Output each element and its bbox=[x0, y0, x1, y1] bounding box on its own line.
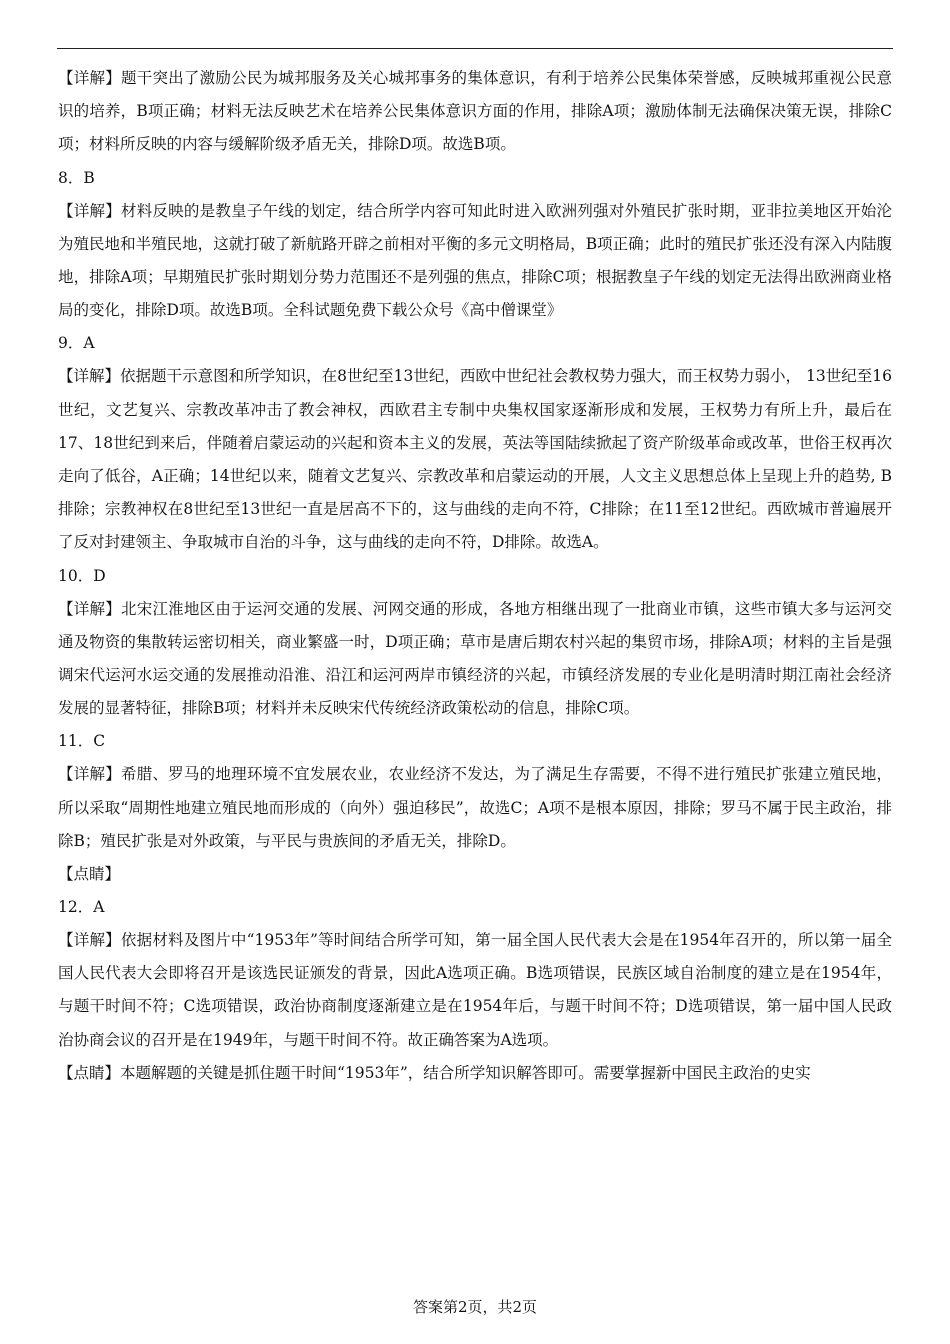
answer-11: 11．C bbox=[58, 732, 106, 751]
explanation-10: 【详解】北宋江淮地区由于运河交通的发展、河网交通的形成，各地方相继出现了一批商业市镇，这些市镇大多与运河交通及物资的集散转运密切相关，商业繁盛一时，D项正确；草市是唐后期农村兴起的集贸市场，排除A项；材料的主旨是强调宋代运河水运交通的发展推动沿淮、沿江和运河两岸市镇经济的兴起，市镇经济发展的专业化是明清时期江南社会经济发展的显著特征，排除B项；材料并未反映宋代传统经济政策松动的信息，排除C项。 bbox=[58, 599, 892, 718]
header-rule bbox=[57, 48, 893, 49]
page-footer: 答案第2页，共2页 bbox=[412, 1298, 538, 1316]
explanation-9: 【详解】依据题干示意图和所学知识，在8世纪至13世纪，西欧中世纪社会教权势力强大，而王权势力弱小， 13世纪至16世纪，文艺复兴、宗教改革冲击了教会神权，西欧君主专制中央集权国家逐渐形成和发展，王权势力有所上升，最后在17、18世纪到来后，伴随着启蒙运动的兴起和资本主义的发展，英法等国陆续掀起了资产阶级革命或改革，世俗王权再次走向了低谷，A正确；14世纪以来，随着文艺复兴、宗教改革和启蒙运动的开展，人文主义思想总体上呈现上升的趋势, B排除；宗教神权在8世纪至13世纪一直是居高不下的，这与曲线的走向不符，C排除；在11至12世纪。西欧城市普遍展开了反对封建领主、争取城市自治的斗争，这与曲线的走向不符，D排除。故选A。 bbox=[58, 367, 892, 552]
explanation-8: 【详解】材料反映的是教皇子午线的划定，结合所学内容可知此时进入欧洲列强对外殖民扩张时期，亚非拉美地区开始沦为殖民地和半殖民地，这就打破了新航路开辟之前相对平衡的多元文明格局，B项正确；此时的殖民扩张还没有深入内陆腹地，排除A项；早期殖民扩张时期划分势力范围还不是列强的焦点，排除C项；根据教皇子午线的划定无法得出欧洲商业格局的变化，排除D项。故选B项。全科试题免费下载公众号《高中僧课堂》 bbox=[58, 201, 892, 320]
explanation-11: 【详解】希腊、罗马的地理环境不宜发展农业，农业经济不发达，为了满足生存需要，不得不进行殖民扩张建立殖民地，所以采取“周期性地建立殖民地而形成的（向外）强迫移民”，故选C；A项不是根本原因，排除；罗马不属于民主政治，排除B；殖民扩张是对外政策，与平民与贵族间的矛盾无关，排除D。 bbox=[58, 765, 892, 850]
answer-8: 8．B bbox=[58, 168, 95, 187]
note-12: 【点睛】本题解题的关键是抓住题干时间“1953年”，结合所学知识解答即可。需要掌握新中国民主政治的史实 bbox=[58, 1063, 811, 1082]
note-11: 【点睛】 bbox=[58, 865, 121, 884]
answer-content bbox=[58, 62, 892, 1090]
answer-9: 9．A bbox=[58, 334, 95, 353]
answer-12: 12．A bbox=[58, 898, 105, 917]
explanation-7: 【详解】题干突出了激励公民为城邦服务及关心城邦事务的集体意识，有利于培养公民集体荣誉感，反映城邦重视公民意识的培养，B项正确；材料无法反映艺术在培养公民集体意识方面的作用，排除A项；激励体制无法确保决策无误，排除C项；材料所反映的内容与缓解阶级矛盾无关，排除D项。故选B项。 bbox=[58, 69, 892, 154]
answer-10: 10．D bbox=[58, 566, 106, 585]
explanation-12: 【详解】依据材料及图片中“1953年”等时间结合所学可知，第一届全国人民代表大会是在1954年召开的，所以第一届全国人民代表大会即将召开是该选民证颁发的背景，因此A选项正确。B选项错误，民族区域自治制度的建立是在1954年，与题干时间不符；C选项错误，政治协商制度逐渐建立是在1954年后，与题干时间不符；D选项错误，第一届中国人民政治协商会议的召开是在1949年，与题干时间不符。故正确答案为A选项。 bbox=[58, 931, 892, 1049]
